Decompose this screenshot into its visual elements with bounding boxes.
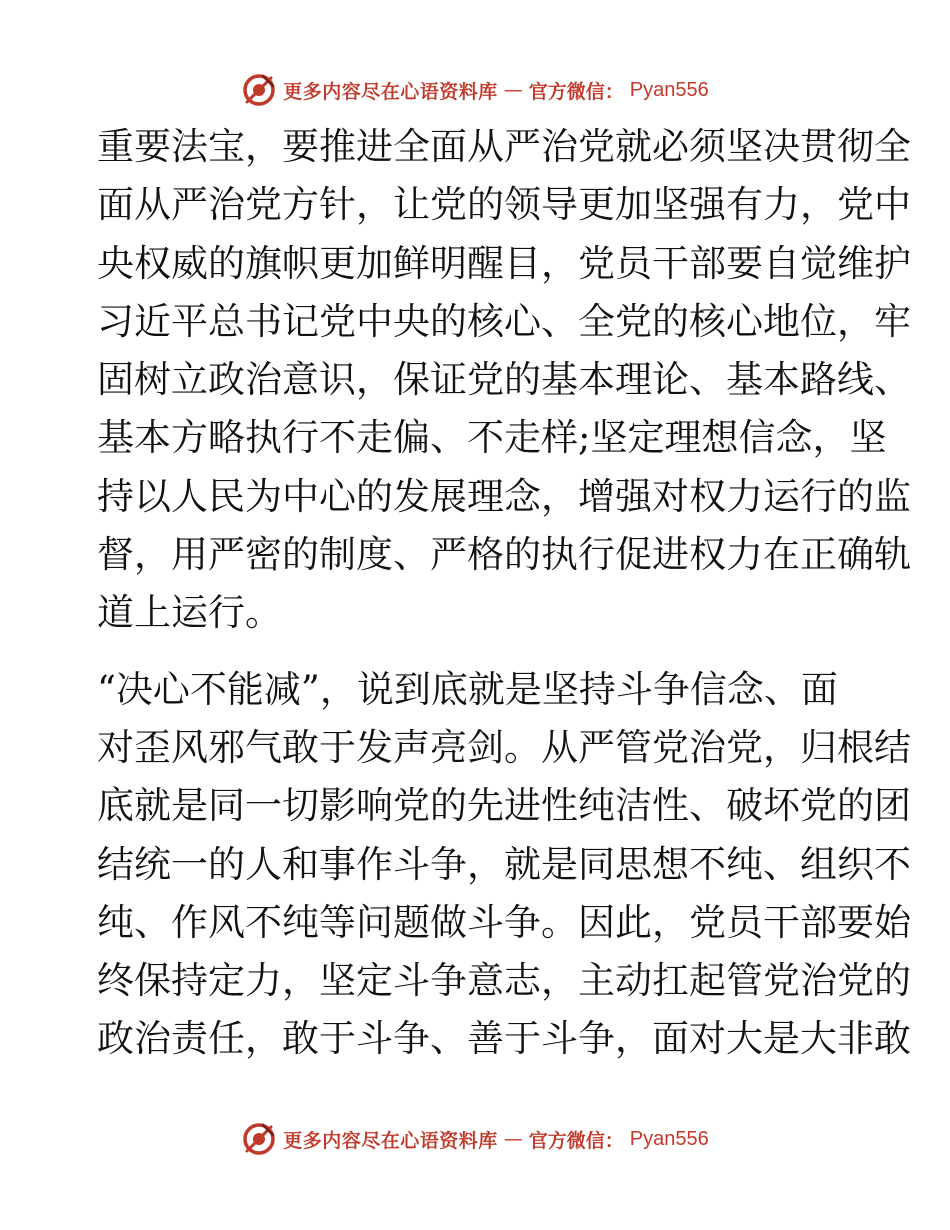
- watermark-dash: —: [503, 79, 523, 101]
- watermark-text: 更多内容尽在心语资料库: [283, 80, 498, 103]
- watermark-text: 更多内容尽在心语资料库: [283, 1129, 498, 1152]
- text-line: 终保持定力，坚定斗争意志，主动扛起管党治党的: [97, 959, 911, 1003]
- wechat-id: Pyan556: [629, 1127, 709, 1150]
- footer-watermark: [0, 1117, 950, 1161]
- brush-seal-logo-icon: [241, 72, 277, 108]
- wechat-id: Pyan556: [629, 78, 709, 101]
- text-line: 政治责任，敢于斗争、善于斗争，面对大是大非敢: [97, 1017, 911, 1061]
- text-line: 督，用严密的制度、严格的执行促进权力在正确轨: [97, 533, 911, 577]
- text-line: 底就是同一切影响党的先进性纯洁性、破坏党的团: [97, 784, 911, 828]
- paragraph-1: [97, 118, 911, 643]
- text-line: 重要法宝，要推进全面从严治党就必须坚决贯彻全: [97, 125, 911, 168]
- document-body: [97, 118, 911, 1069]
- text-line: 固树立政治意识，保证党的基本理论、基本路线、: [97, 358, 911, 402]
- paragraph-gap: [97, 643, 857, 661]
- text-line: 对歪风邪气敢于发声亮剑。从严管党治党，归根结: [97, 725, 911, 769]
- text-line: 道上运行。: [97, 591, 282, 635]
- watermark-dash: —: [503, 1128, 523, 1150]
- paragraph-2: [97, 661, 911, 1069]
- brush-seal-logo-icon: [241, 1121, 277, 1157]
- header-watermark: [0, 68, 950, 112]
- wechat-label: 官方微信：: [528, 1129, 624, 1152]
- text-line: 结统一的人和事作斗争，就是同思想不纯、组织不: [97, 842, 911, 886]
- text-line: 纯、作风不纯等问题做斗争。因此，党员干部要始: [97, 900, 911, 944]
- text-line: “决心不能减”，说到底就是坚持斗争信念、面: [97, 667, 838, 711]
- text-line: 持以人民为中心的发展理念，增强对权力运行的监: [97, 474, 911, 518]
- text-line: 习近平总书记党中央的核心、全党的核心地位，牢: [97, 299, 911, 343]
- text-line: 基本方略执行不走偏、不走样;坚定理想信念，坚: [97, 416, 887, 460]
- text-line: 面从严治党方针，让党的领导更加坚强有力，党中: [97, 183, 911, 227]
- wechat-label: 官方微信：: [528, 80, 624, 103]
- text-line: 央权威的旗帜更加鲜明醒目，党员干部要自觉维护: [97, 241, 911, 285]
